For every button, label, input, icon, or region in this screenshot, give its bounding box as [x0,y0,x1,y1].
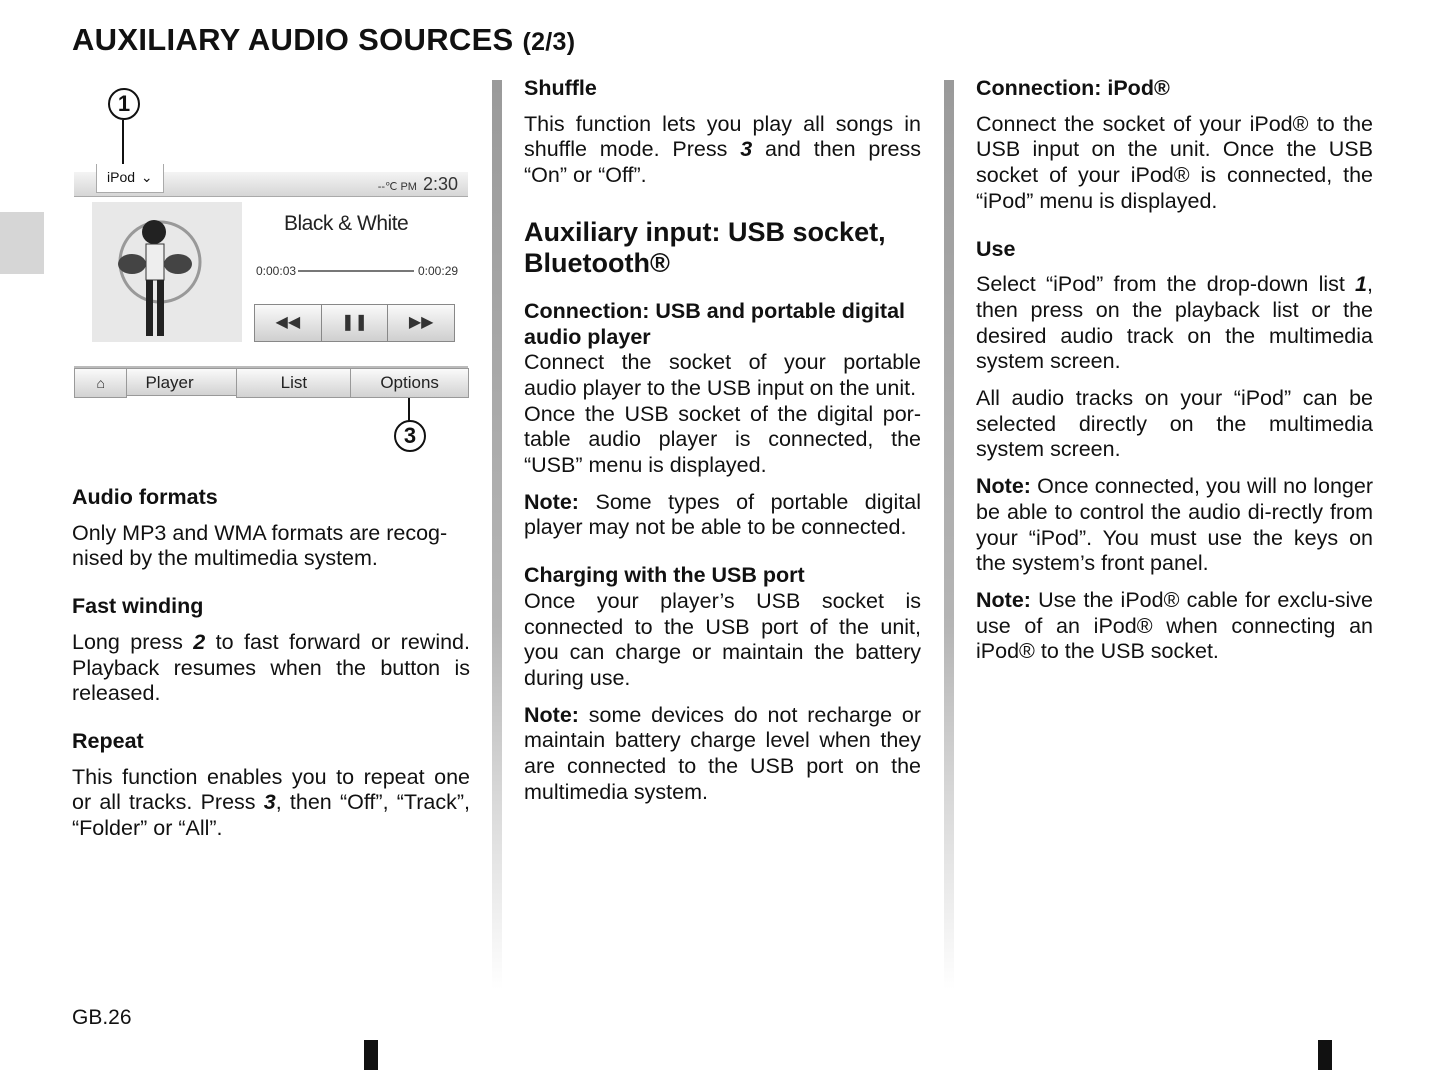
shuffle-heading: Shuffle [524,76,597,100]
left-column [72,485,470,853]
screen-bottom-bar [74,366,468,398]
usb-connection-heading: Connection: USB and portable digital audio player [524,298,906,349]
tab-list[interactable]: List [236,368,351,398]
note-ipod-cable: Note: Use the iPod® cable for exclu-sive use of an iPod® when connecting an iPod® to the USB socket. [976,587,1373,664]
usb-connection-text-1: Connect the socket of your portable audio player to the USB input on the unit. [524,350,921,400]
usb-connection-text-2: Once the USB socket of the digital por-table audio player is connected, the “USB” menu is displayed. [524,401,921,478]
title-main: AUXILIARY AUDIO SOURCES [72,22,514,57]
title-part: (2/3) [522,28,576,56]
progress-bar[interactable] [298,270,414,272]
right-column [976,76,1373,676]
note-usb-player: Note: Some types of portable digital player may not be able to be connected. [524,489,921,540]
multimedia-screen-figure [72,84,472,464]
track-title: Black & White [284,212,409,235]
crop-mark-right [1318,1040,1332,1070]
ipod-connection-text: Connect the socket of your iPod® to the USB input on the unit. Once the USB socket of your iPod® is connected, the “iPod” menu is displayed. [976,111,1373,213]
audio-formats-text: Only MP3 and WMA formats are recog-nised by the multimedia system. [72,520,448,571]
album-art-image [92,202,242,342]
playback-controls [254,304,454,342]
shuffle-text: This function lets you play all songs in shuffle mode. Press 3 and then press “On” or “Off”. [524,111,921,188]
note-charging: Note: some devices do not recharge or maintain battery charge level when they are connected to the USB port on the multimedia system. [524,702,921,804]
fast-winding-text: Long press 2 to fast forward or rewind. Playback resumes when the button is released. [72,629,470,706]
temperature: --℃ [377,181,398,193]
middle-column [524,76,921,816]
tab-options[interactable]: Options [350,368,469,398]
note-ipod-control: Note: Once connected, you will no longer be able to control the audio di-rectly from your “iPod”. You must use the keys on the system’s front panel. [976,474,1373,576]
device-screen [74,164,468,398]
callout-3: 3 [394,420,426,452]
status-area [378,172,458,199]
chevron-down-icon: ⌄ [140,169,153,185]
home-button[interactable] [74,368,127,398]
rewind-button[interactable] [254,304,322,342]
pause-button[interactable] [321,304,389,342]
fast-forward-button[interactable] [387,304,455,342]
ipod-connection-heading: Connection: iPod® [976,76,1170,100]
pause-icon: ❚❚ [341,314,368,331]
album-art [92,202,242,342]
time-total: 0:00:29 [418,264,459,278]
repeat-text: This function enables you to repeat one or all tracks. Press 3, then “Off”, “Track”, “Folder” or “All”. [72,764,470,841]
all-tracks-text: All audio tracks on your “iPod” can be selected directly on the multimedia system screen. [976,386,1373,462]
source-dropdown[interactable] [96,164,164,193]
clock: 2:30 [422,174,458,194]
home-icon: ⌂ [96,375,105,391]
use-text: Select “iPod” from the drop-down list 1, then press on the playback list or the desired audio track on the multimedia system screen. [976,272,1373,374]
time-elapsed: 0:00:03 [256,264,297,278]
use-heading: Use [976,236,1016,261]
callout-1: 1 [108,88,140,120]
page-title [72,22,575,58]
aux-input-heading: Auxiliary input: USB socket, Bluetooth® [524,216,886,278]
column-divider-left [492,80,502,990]
clock-suffix: PM [400,181,417,193]
fast-winding-heading: Fast winding [72,594,204,619]
charging-text: Once your player’s USB socket is connected to the USB port of the unit, you can charge or maintain the battery during use. [524,588,921,690]
side-tab-marker [0,212,44,274]
crop-mark-left [364,1040,378,1070]
fast-forward-icon: ▶▶ [408,314,434,331]
audio-formats-heading: Audio formats [72,485,218,509]
repeat-heading: Repeat [72,728,144,753]
source-label: iPod [107,169,136,185]
page-number: GB.26 [72,1006,132,1029]
charging-heading: Charging with the USB port [524,563,805,588]
tab-player[interactable]: Player [126,368,237,396]
column-divider-right [944,80,954,990]
rewind-icon: ◀◀ [275,314,301,331]
